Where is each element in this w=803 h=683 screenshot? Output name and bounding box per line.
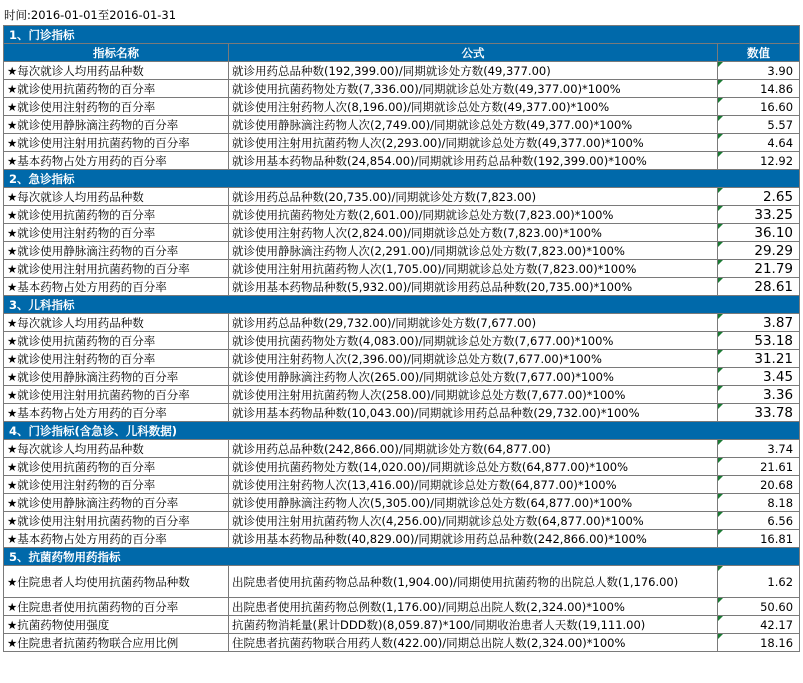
indicator-value: 21.61 (760, 459, 794, 474)
cell-marker-icon (718, 386, 723, 391)
cell-marker-icon (718, 224, 723, 229)
indicator-formula: 就诊用基本药物品种数(5,932.00)/同期就诊用药总品种数(20,735.00)*100% (229, 278, 718, 296)
indicator-value: 33.78 (754, 404, 794, 421)
indicator-value-cell (718, 458, 800, 476)
indicator-value: 12.92 (760, 153, 794, 168)
indicator-formula: 就诊使用注射用抗菌药物人次(1,705.00)/同期就诊总处方数(7,823.00)*100% (229, 260, 718, 278)
indicator-value-cell (718, 350, 800, 368)
indicator-value-cell (718, 530, 800, 548)
section-header (4, 296, 800, 314)
indicator-formula: 抗菌药物消耗量(累计DDD数)(8,059.87)*100/同期收治患者人天数(19,111.00) (229, 616, 718, 634)
indicator-name: ★就诊使用注射药物的百分率 (4, 350, 229, 368)
indicator-value: 5.57 (767, 117, 794, 132)
indicator-value: 3.74 (767, 441, 794, 456)
indicator-name: ★就诊使用静脉滴注药物的百分率 (4, 368, 229, 386)
indicator-value-cell (718, 98, 800, 116)
indicator-name: ★就诊使用注射药物的百分率 (4, 224, 229, 242)
indicator-formula: 住院患者抗菌药物联合用药人数(422.00)/同期总出院人数(2,324.00)*100% (229, 634, 718, 652)
indicator-name: ★基本药物占处方用药的百分率 (4, 152, 229, 170)
cell-marker-icon (718, 62, 723, 67)
indicator-name: ★每次就诊人均用药品种数 (4, 440, 229, 458)
indicator-name: ★每次就诊人均用药品种数 (4, 314, 229, 332)
table-row (4, 152, 800, 170)
table-row (4, 386, 800, 404)
indicator-name: ★住院患者人均使用抗菌药物品种数 (4, 566, 229, 598)
indicator-name: ★基本药物占处方用药的百分率 (4, 278, 229, 296)
indicator-formula: 就诊使用静脉滴注药物人次(2,749.00)/同期就诊总处方数(49,377.00)*100% (229, 116, 718, 134)
table-row (4, 62, 800, 80)
indicator-value: 14.86 (760, 81, 794, 96)
cell-marker-icon (718, 206, 723, 211)
indicator-value: 6.56 (767, 513, 794, 528)
report-time-range: 时间:2016-01-01至2016-01-31 (4, 8, 177, 22)
cell-marker-icon (718, 116, 723, 121)
indicator-formula: 就诊用药总品种数(29,732.00)/同期就诊处方数(7,677.00) (229, 314, 718, 332)
indicator-name: ★住院患者使用抗菌药物的百分率 (4, 598, 229, 616)
indicator-formula: 就诊使用抗菌药物处方数(7,336.00)/同期就诊总处方数(49,377.00)*100% (229, 80, 718, 98)
indicator-name: ★就诊使用抗菌药物的百分率 (4, 332, 229, 350)
indicator-value-cell (718, 494, 800, 512)
indicator-value-cell (718, 512, 800, 530)
indicator-formula: 就诊用药总品种数(192,399.00)/同期就诊处方数(49,377.00) (229, 62, 718, 80)
indicator-name: ★就诊使用抗菌药物的百分率 (4, 458, 229, 476)
indicator-formula: 就诊使用静脉滴注药物人次(5,305.00)/同期就诊总处方数(64,877.00)*100% (229, 494, 718, 512)
table-row (4, 616, 800, 634)
cell-marker-icon (718, 404, 723, 409)
indicator-value-cell (718, 62, 800, 80)
section-title: 3、儿科指标 (4, 296, 800, 314)
section-title: 4、门诊指标(含急诊、儿科数据) (4, 422, 800, 440)
cell-marker-icon (718, 530, 723, 535)
indicator-value: 53.18 (754, 332, 794, 349)
indicator-formula: 就诊用药总品种数(20,735.00)/同期就诊处方数(7,823.00) (229, 188, 718, 206)
cell-marker-icon (718, 314, 723, 319)
indicator-formula: 就诊使用注射药物人次(13,416.00)/同期就诊总处方数(64,877.00)*100% (229, 476, 718, 494)
indicator-name: ★基本药物占处方用药的百分率 (4, 530, 229, 548)
cell-marker-icon (718, 616, 723, 621)
table-row (4, 206, 800, 224)
indicator-name: ★住院患者抗菌药物联合应用比例 (4, 634, 229, 652)
indicator-value-cell (718, 80, 800, 98)
table-row (4, 566, 800, 598)
indicator-value: 18.16 (760, 635, 794, 650)
table-row (4, 116, 800, 134)
indicator-value-cell (718, 134, 800, 152)
indicator-value-cell (718, 260, 800, 278)
cell-marker-icon (718, 458, 723, 463)
indicator-name: ★就诊使用注射用抗菌药物的百分率 (4, 386, 229, 404)
indicator-formula: 就诊使用注射用抗菌药物人次(4,256.00)/同期就诊总处方数(64,877.00)*100% (229, 512, 718, 530)
section-header (4, 422, 800, 440)
indicator-formula: 就诊使用注射用抗菌药物人次(2,293.00)/同期就诊总处方数(49,377.00)*100% (229, 134, 718, 152)
indicator-value-cell (718, 476, 800, 494)
indicator-formula: 就诊使用抗菌药物处方数(2,601.00)/同期就诊总处方数(7,823.00)*100% (229, 206, 718, 224)
indicator-name: ★就诊使用静脉滴注药物的百分率 (4, 494, 229, 512)
section-header (4, 170, 800, 188)
table-row (4, 476, 800, 494)
indicator-value-cell (718, 616, 800, 634)
table-row (4, 332, 800, 350)
indicator-value: 3.36 (762, 386, 794, 403)
cell-marker-icon (718, 598, 723, 603)
cell-marker-icon (718, 440, 723, 445)
indicator-name: ★就诊使用注射用抗菌药物的百分率 (4, 134, 229, 152)
table-row (4, 224, 800, 242)
indicator-value-cell (718, 404, 800, 422)
indicator-name: ★就诊使用注射药物的百分率 (4, 476, 229, 494)
indicator-value: 42.17 (760, 617, 794, 632)
cell-marker-icon (718, 98, 723, 103)
indicator-formula: 就诊使用注射用抗菌药物人次(258.00)/同期就诊总处方数(7,677.00)*100% (229, 386, 718, 404)
indicator-name: ★基本药物占处方用药的百分率 (4, 404, 229, 422)
table-row (4, 134, 800, 152)
indicator-value: 2.65 (762, 188, 794, 205)
indicator-value: 8.18 (767, 495, 794, 510)
indicator-formula: 就诊用药总品种数(242,866.00)/同期就诊处方数(64,877.00) (229, 440, 718, 458)
section-title: 1、门诊指标 (4, 26, 800, 44)
indicator-value: 33.25 (754, 206, 794, 223)
indicator-value: 21.79 (754, 260, 794, 277)
section-header (4, 548, 800, 566)
indicator-formula: 就诊使用静脉滴注药物人次(265.00)/同期就诊总处方数(7,677.00)*100% (229, 368, 718, 386)
cell-marker-icon (718, 188, 723, 193)
indicator-value-cell (718, 566, 800, 598)
indicator-name: ★就诊使用注射用抗菌药物的百分率 (4, 512, 229, 530)
cell-marker-icon (718, 80, 723, 85)
table-row (4, 458, 800, 476)
indicator-name: ★每次就诊人均用药品种数 (4, 188, 229, 206)
cell-marker-icon (718, 152, 723, 157)
indicator-value: 3.87 (762, 314, 794, 331)
indicator-value-cell (718, 314, 800, 332)
indicator-formula: 就诊使用注射药物人次(2,396.00)/同期就诊总处方数(7,677.00)*100% (229, 350, 718, 368)
indicator-value: 1.62 (767, 574, 794, 589)
indicator-value-cell (718, 634, 800, 652)
column-header-name: 指标名称 (4, 44, 229, 62)
indicator-value: 29.29 (754, 242, 794, 259)
indicator-value-cell (718, 224, 800, 242)
section-header (4, 26, 800, 44)
table-row (4, 98, 800, 116)
cell-marker-icon (718, 368, 723, 373)
indicator-value: 31.21 (754, 350, 794, 367)
cell-marker-icon (718, 350, 723, 355)
cell-marker-icon (718, 260, 723, 265)
indicator-name: ★就诊使用静脉滴注药物的百分率 (4, 116, 229, 134)
indicator-formula: 出院患者使用抗菌药物总例数(1,176.00)/同期总出院人数(2,324.00)*100% (229, 598, 718, 616)
cell-marker-icon (718, 512, 723, 517)
indicator-value-cell (718, 368, 800, 386)
indicator-name: ★抗菌药物使用强度 (4, 616, 229, 634)
table-row (4, 188, 800, 206)
indicator-name: ★就诊使用抗菌药物的百分率 (4, 206, 229, 224)
indicator-formula: 就诊用基本药物品种数(24,854.00)/同期就诊用药总品种数(192,399.00)*100% (229, 152, 718, 170)
indicator-value-cell (718, 242, 800, 260)
indicator-formula: 就诊使用抗菌药物处方数(4,083.00)/同期就诊总处方数(7,677.00)*100% (229, 332, 718, 350)
indicator-name: ★每次就诊人均用药品种数 (4, 62, 229, 80)
table-row (4, 314, 800, 332)
indicator-value: 3.45 (762, 368, 794, 385)
indicator-name: ★就诊使用注射用抗菌药物的百分率 (4, 260, 229, 278)
table-row (4, 530, 800, 548)
indicator-value: 50.60 (760, 599, 794, 614)
indicator-value-cell (718, 188, 800, 206)
cell-marker-icon (718, 494, 723, 499)
indicator-formula: 就诊用基本药物品种数(10,043.00)/同期就诊用药总品种数(29,732.00)*100% (229, 404, 718, 422)
indicator-value-cell (718, 278, 800, 296)
indicator-formula: 出院患者使用抗菌药物总品种数(1,904.00)/同期使用抗菌药物的出院总人数(1,176.00) (229, 566, 718, 598)
cell-marker-icon (718, 332, 723, 337)
indicator-value: 36.10 (754, 224, 794, 241)
indicator-formula: 就诊使用静脉滴注药物人次(2,291.00)/同期就诊总处方数(7,823.00)*100% (229, 242, 718, 260)
table-row (4, 368, 800, 386)
table-row (4, 512, 800, 530)
table-row (4, 350, 800, 368)
indicator-value: 16.60 (760, 99, 794, 114)
table-row (4, 598, 800, 616)
indicator-name: ★就诊使用抗菌药物的百分率 (4, 80, 229, 98)
table-row (4, 440, 800, 458)
indicator-value-cell (718, 386, 800, 404)
table-row (4, 260, 800, 278)
column-header-row (4, 44, 800, 62)
indicator-value: 28.61 (754, 278, 794, 295)
indicator-formula: 就诊使用抗菌药物处方数(14,020.00)/同期就诊总处方数(64,877.00)*100% (229, 458, 718, 476)
indicator-value: 16.81 (760, 531, 794, 546)
indicator-table (3, 25, 800, 652)
section-title: 2、急诊指标 (4, 170, 800, 188)
table-row (4, 404, 800, 422)
indicator-value: 20.68 (760, 477, 794, 492)
indicator-name: ★就诊使用静脉滴注药物的百分率 (4, 242, 229, 260)
table-row (4, 278, 800, 296)
table-row (4, 242, 800, 260)
indicator-value-cell (718, 206, 800, 224)
indicator-value-cell (718, 116, 800, 134)
indicator-value: 3.90 (767, 63, 794, 78)
indicator-formula: 就诊使用注射药物人次(2,824.00)/同期就诊总处方数(7,823.00)*100% (229, 224, 718, 242)
cell-marker-icon (718, 634, 723, 639)
table-row (4, 494, 800, 512)
column-header-value: 数值 (718, 44, 800, 62)
cell-marker-icon (718, 242, 723, 247)
column-header-formula: 公式 (229, 44, 718, 62)
cell-marker-icon (718, 476, 723, 481)
table-row (4, 80, 800, 98)
section-title: 5、抗菌药物用药指标 (4, 548, 800, 566)
indicator-value-cell (718, 598, 800, 616)
indicator-value-cell (718, 440, 800, 458)
indicator-formula: 就诊使用注射药物人次(8,196.00)/同期就诊总处方数(49,377.00)*100% (229, 98, 718, 116)
indicator-formula: 就诊用基本药物品种数(40,829.00)/同期就诊用药总品种数(242,866.00)*100% (229, 530, 718, 548)
indicator-name: ★就诊使用注射药物的百分率 (4, 98, 229, 116)
cell-marker-icon (718, 278, 723, 283)
cell-marker-icon (718, 134, 723, 139)
indicator-value-cell (718, 152, 800, 170)
indicator-value: 4.64 (767, 135, 794, 150)
indicator-value-cell (718, 332, 800, 350)
cell-marker-icon (718, 566, 723, 571)
table-row (4, 634, 800, 652)
